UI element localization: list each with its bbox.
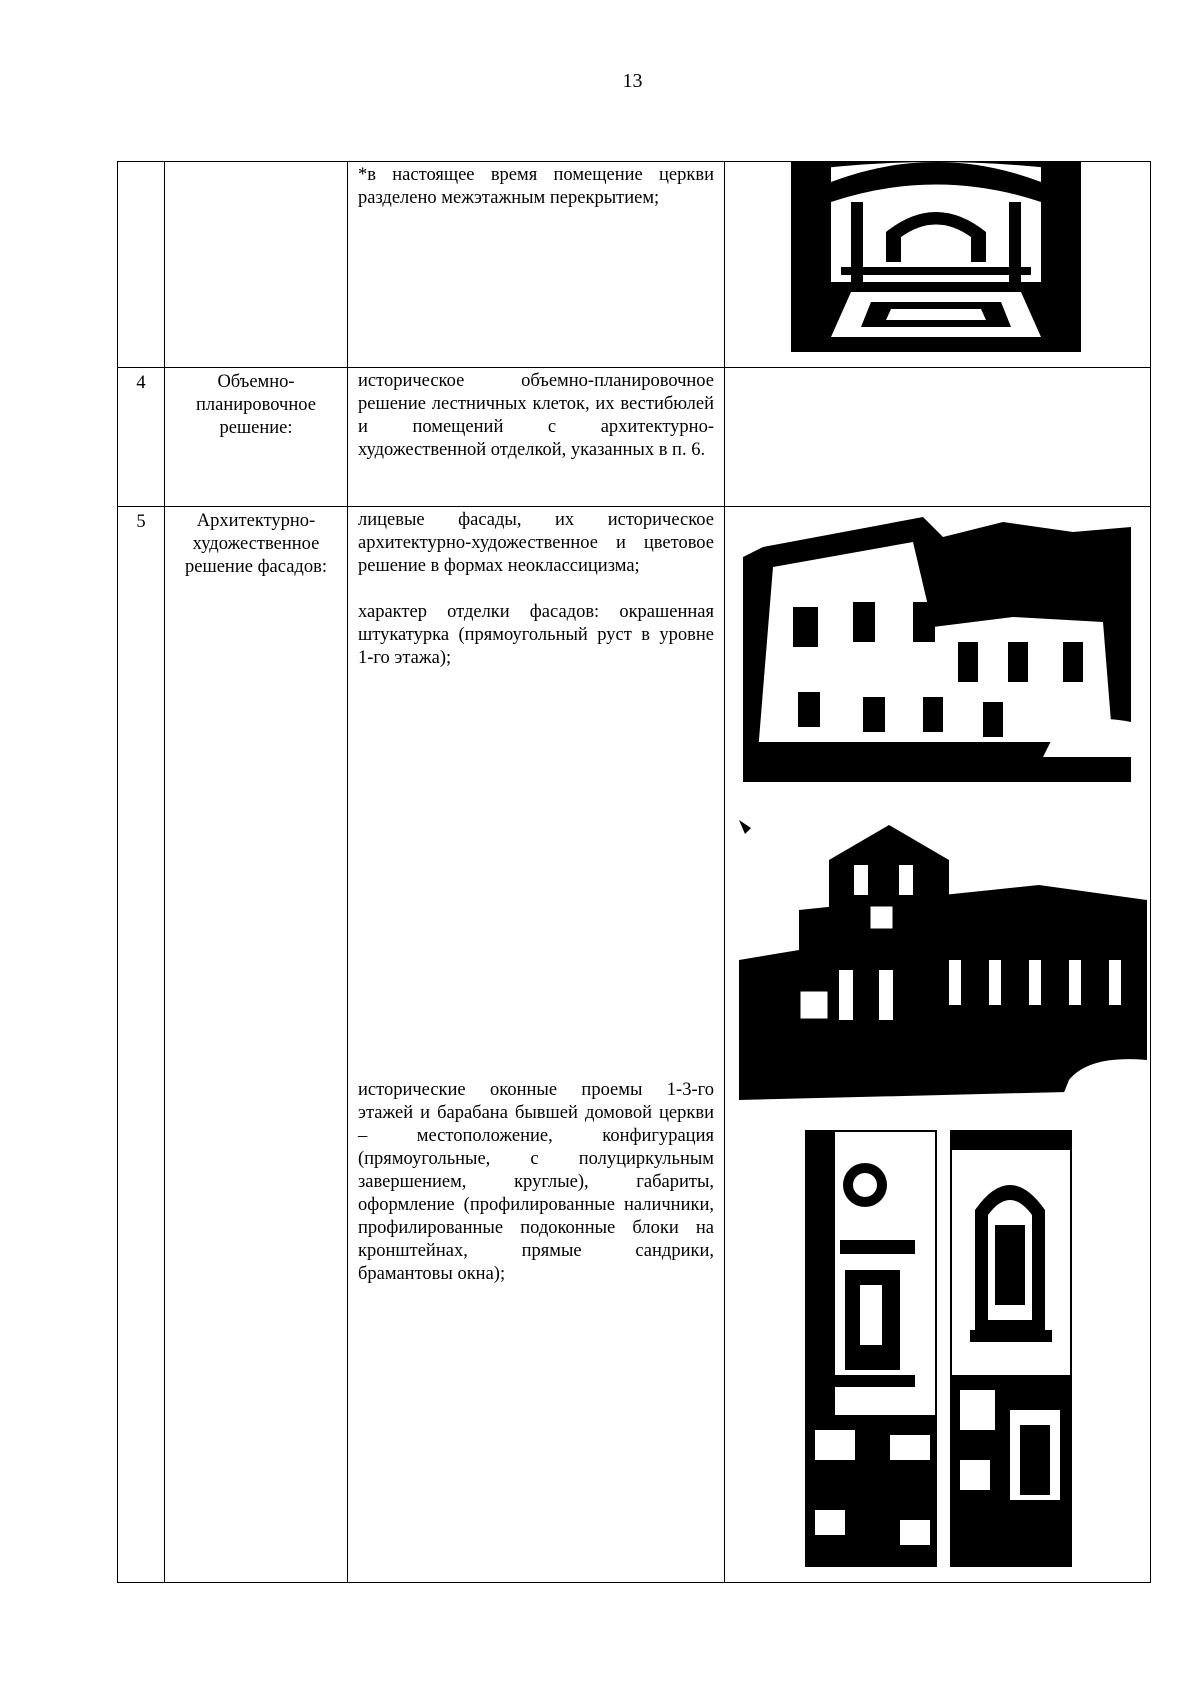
description-paragraph: исторические оконные проемы 1-3-го этажей и барабана бывшей домовой церкви – местоположение, конфигурация (прямоугольные, с полуциркульным завершением, круглые), габариты, оформление (профилированные наличники, профилированные подоконные блоки на кронштейнах, прямые сандрики, брамантовы окна); <box>358 1080 714 1284</box>
feature-name: Объемно-планировочное решение: <box>165 368 348 507</box>
photo-cell <box>725 368 1151 507</box>
church-interior-photo <box>791 162 1081 352</box>
facade-night-photo <box>739 820 1147 1112</box>
table-row <box>118 368 1151 507</box>
row-number <box>118 162 165 368</box>
photo-cell <box>725 507 1151 1583</box>
description-paragraph: историческое объемно-планировочное решение лестничных клеток, их вестибюлей и помещений с архитектурно-художественной отделкой, указанных в п. 6. <box>358 371 714 460</box>
feature-description <box>348 162 725 368</box>
facade-photo <box>743 507 1131 792</box>
window-detail-photo <box>950 1130 1072 1567</box>
description-paragraph: лицевые фасады, их историческое архитектурно-художественное и цветовое решение в формах неоклассицизма; <box>358 510 714 576</box>
window-details <box>805 1130 1150 1567</box>
table-row <box>118 162 1151 368</box>
feature-description <box>348 507 725 1583</box>
description-paragraph: характер отделки фасадов: окрашенная штукатурка (прямоугольный руст в уровне 1-го этажа); <box>358 602 714 668</box>
photo-cell <box>725 162 1151 368</box>
description-paragraph: *в настоящее время помещение церкви разделено межэтажным перекрытием; <box>358 165 714 208</box>
feature-name: Архитектурно-художественное решение фасадов: <box>165 507 348 1583</box>
row-number: 4 <box>118 368 165 507</box>
table-row <box>118 507 1151 1583</box>
row-number: 5 <box>118 507 165 1583</box>
feature-name <box>165 162 348 368</box>
window-detail-photo <box>805 1130 937 1567</box>
page-number: 13 <box>622 70 643 92</box>
feature-description <box>348 368 725 507</box>
protected-features-table <box>117 161 1151 1583</box>
